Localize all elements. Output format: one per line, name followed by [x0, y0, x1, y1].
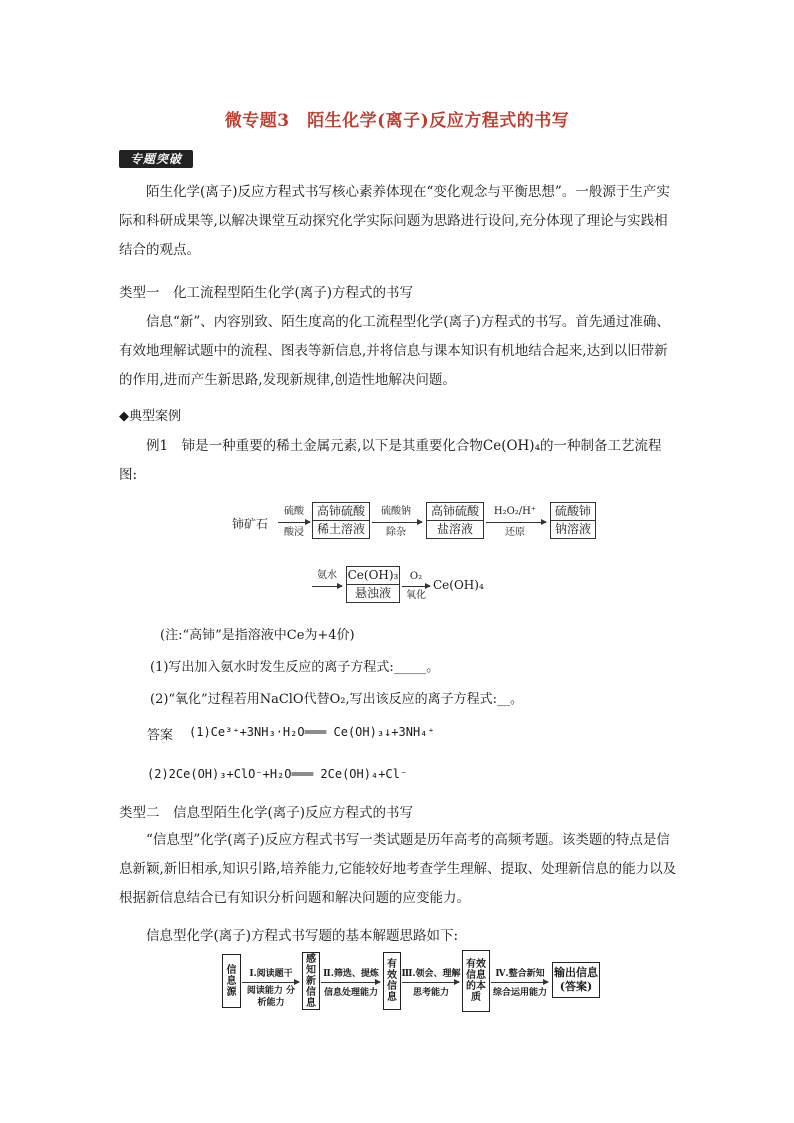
flow-arrow5-top: O₂: [409, 571, 423, 582]
step-arrow2-top: Ⅱ.筛选、提炼: [323, 969, 379, 979]
step-arrow3-bottom: 思考能力: [412, 988, 449, 998]
flow-arrow1-top: 硫酸: [284, 506, 304, 517]
answer-1: (1)Ce³⁺+3NH₃·H₂O═══ Ce(OH)₃↓+3NH₄⁺: [189, 725, 435, 739]
type2-heading: 类型二 信息型陌生化学(离子)反应方程式的书写: [119, 805, 414, 821]
flow-arrow4-top: 氨水: [317, 570, 337, 581]
flow-box-4-bottom: 悬浊液: [347, 584, 399, 602]
step-arrow3-top: Ⅲ.领会、理解: [401, 969, 461, 979]
flow-box-1-bottom: 稀土溶液: [313, 520, 369, 538]
step-arrow4-bottom: 综合运用能力: [492, 988, 547, 998]
flow-box-2-top: 高铈硫酸: [430, 504, 479, 518]
flow-box-4: [346, 566, 400, 603]
flow-arrow4: [312, 586, 342, 587]
flow-box-1-top: 高铈硫酸: [316, 504, 365, 518]
step-box-5: 输出信息 (答案): [552, 962, 600, 998]
step-arrow1-top: Ⅰ.阅读题干: [249, 969, 293, 979]
flow-box-4-top: Ce(OH)₃: [347, 568, 399, 582]
type1-paragraph: 信息“新”、内容别致、陌生度高的化工流程型化学(离子)方程式的书写。首先通过准确、有效地理解试题中的流程、图表等新信息,并将信息与课本知识有机地结合起来,达到以旧带新的作用,进而产生新思路,发现新规律,创造性地解决问题。: [119, 314, 670, 388]
flow-arrow3: [486, 522, 546, 523]
step-box-1: 信息源: [222, 954, 241, 1008]
flow-start: 铈矿石: [232, 517, 269, 531]
step-box-3: 有效信息: [383, 952, 401, 1010]
question-1: (1)写出加入氨水时发生反应的离子方程式:_____。: [150, 660, 440, 675]
step-arrow1-bottom: 阅读能力 分析能力: [246, 986, 296, 1008]
flow-box-1: [312, 502, 370, 539]
flow-arrow5-bottom: 氧化: [406, 590, 426, 601]
flow-arrow3-top: H₂O₂/H⁺: [493, 506, 537, 517]
step-arrow4: [491, 982, 548, 983]
solving-idea: 信息型化学(离子)方程式书写题的基本解题思路如下:: [146, 928, 459, 944]
type1-heading: 类型一 化工流程型陌生化学(离子)方程式的书写: [119, 285, 414, 301]
page-title: 微专题3 陌生化学(离子)反应方程式的书写: [224, 111, 570, 131]
flow-arrow2-bottom: 除杂: [386, 527, 406, 538]
flow-arrow5: [402, 586, 430, 587]
step-arrow3: [402, 982, 459, 983]
note: (注:“高铈”是指溶液中Ce为+4价): [160, 628, 355, 643]
step-arrow4-top: Ⅳ.整合新知: [495, 969, 545, 979]
flow-box-2: [426, 502, 484, 539]
section-badge: 专题突破: [119, 150, 193, 168]
step-arrow2: [321, 982, 380, 983]
step-box-2: 感知新信息: [302, 952, 320, 1010]
flow-arrow3-bottom: 还原: [505, 527, 525, 538]
question-2: (2)“氧化”过程若用NaClO代替O₂,写出该反应的离子方程式:__。: [150, 692, 523, 707]
flow-box-3-bottom: 钠溶液: [551, 520, 595, 538]
step-box-4: 有效信息的本质: [462, 950, 490, 1012]
step-arrow1: [242, 982, 299, 983]
type2-paragraph: “信息型”化学(离子)反应方程式书写一类试题是历年高考的高频考题。该类题的特点是信息新颖,新旧相承,知识引路,培养能力,它能较好地考查学生理解、提取、处理新信息的能力以及根据新信息结合已有知识分析问题和解决问题的应变能力。: [119, 832, 677, 906]
flow-box-3: [550, 502, 596, 539]
intro-paragraph: 陌生化学(离子)反应方程式书写核心素养体现在“变化观念与平衡思想”。一般源于生产实际和科研成果等,以解决课堂互动探究化学实际问题为思路进行设问,充分体现了理论与实践相结合的观点。: [119, 184, 670, 258]
answer-label: 答案: [147, 728, 174, 743]
flow-box-2-bottom: 盐溶液: [427, 520, 483, 538]
example-1: 例1 铈是一种重要的稀土金属元素,以下是其重要化合物Ce(OH)₄的一种制备工艺流程图:: [119, 438, 662, 483]
flow-box-3-top: 硫酸铈: [554, 504, 591, 518]
case-heading: ◆典型案例: [119, 409, 181, 424]
step-arrow2-bottom: 信息处理能力: [323, 988, 378, 998]
answer-2: (2)2Ce(OH)₃+ClO⁻+H₂O═══ 2Ce(OH)₄+Cl⁻: [147, 767, 408, 781]
flow-arrow1: [278, 522, 310, 523]
flow-arrow1-bottom: 酸浸: [284, 527, 304, 538]
flow-arrow2-top: 硫酸钠: [381, 506, 411, 517]
flow-end: Ce(OH)₄: [433, 578, 484, 592]
flow-arrow2: [372, 522, 422, 523]
